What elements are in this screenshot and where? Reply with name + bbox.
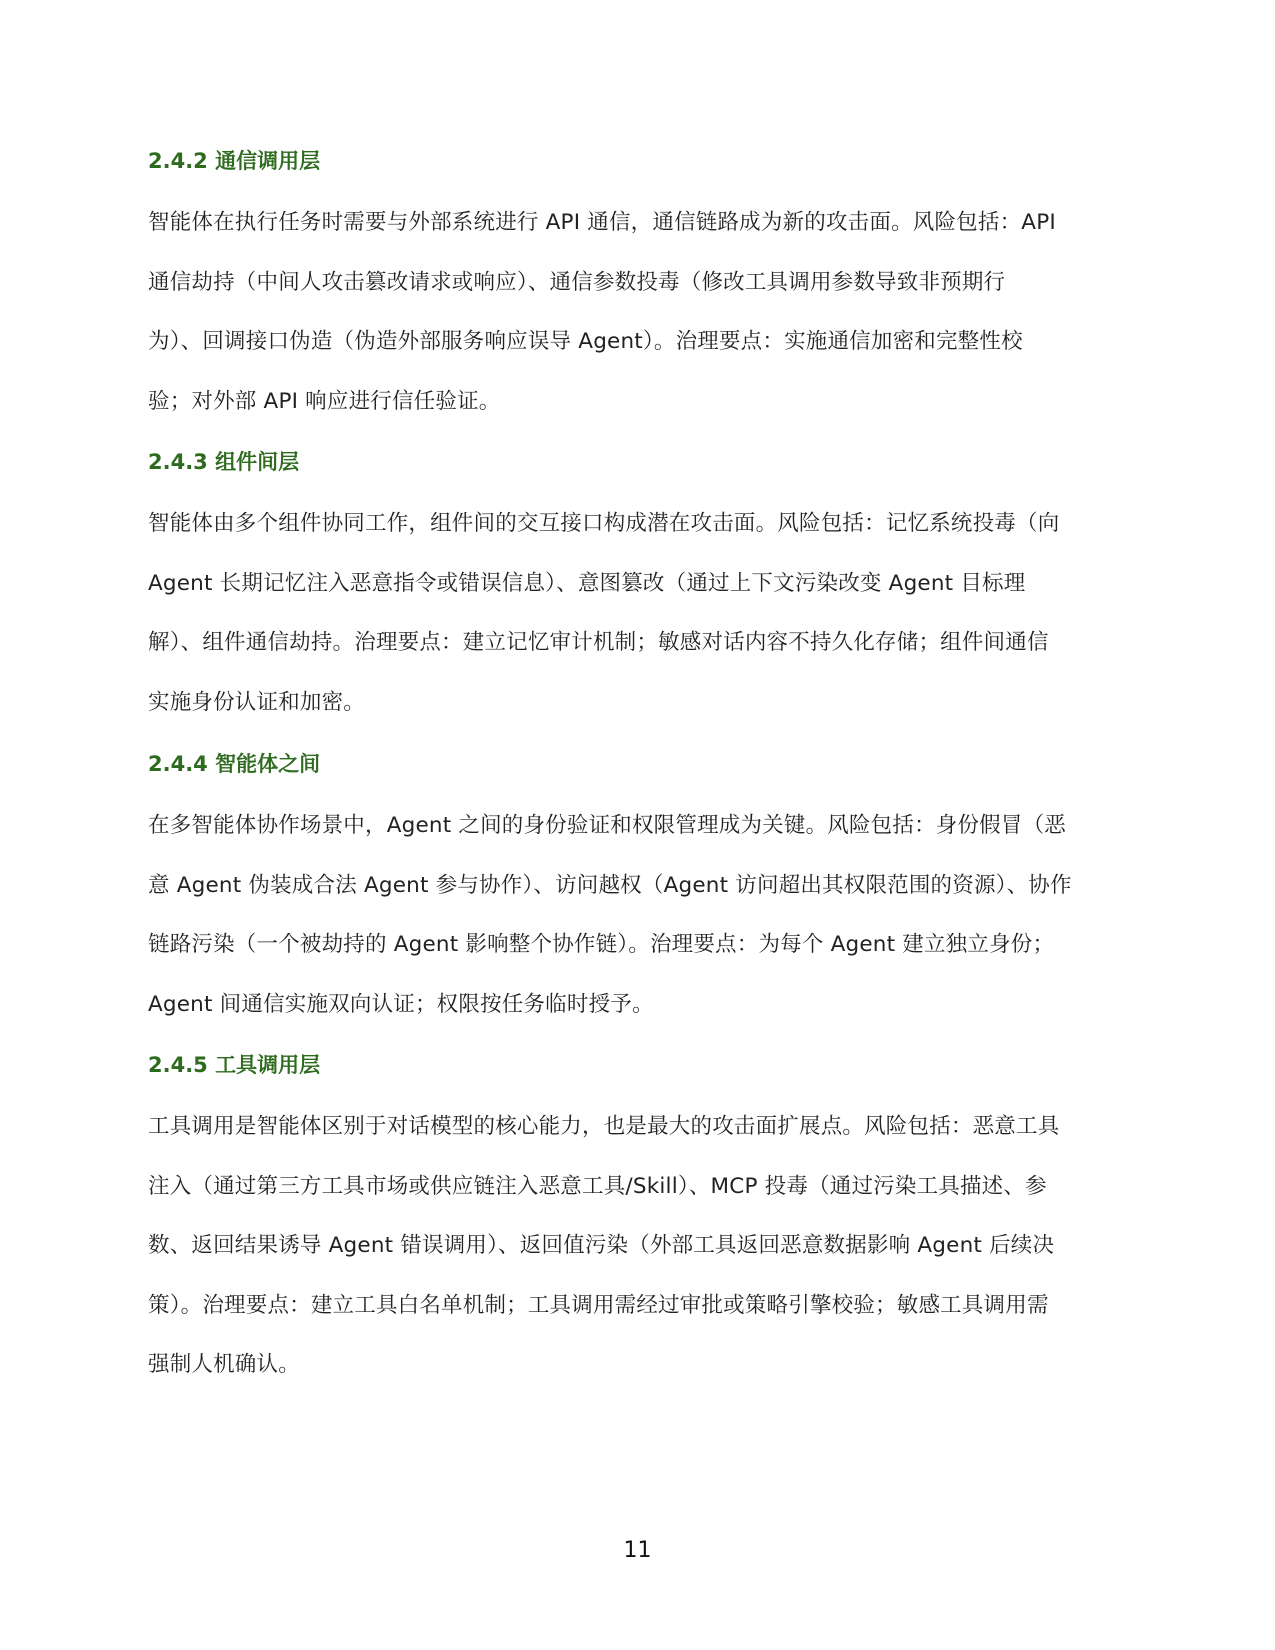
paragraph-line: 智能体在执行任务时需要与外部系统进行 API 通信，通信链路成为新的攻击面。风险包括：API xyxy=(148,210,1056,235)
page-number: 11 xyxy=(623,1538,652,1563)
paragraph-line: 验；对外部 API 响应进行信任验证。 xyxy=(148,388,501,414)
paragraph-line: 通信劫持（中间人攻击篡改请求或响应）、通信参数投毒（修改工具调用参数导致非预期行 xyxy=(148,269,1006,295)
paragraph-line: 数、返回结果诱导 Agent 错误调用）、返回值污染（外部工具返回恶意数据影响 Agent 后续决 xyxy=(148,1233,1055,1258)
paragraph-line: 注入（通过第三方工具市场或供应链注入恶意工具/Skill）、MCP 投毒（通过污染工具描述、参 xyxy=(148,1173,1047,1199)
section-heading: 2.4.5 工具调用层 xyxy=(148,1053,321,1077)
paragraph-line: 智能体由多个组件协同工作，组件间的交互接口构成潜在攻击面。风险包括：记忆系统投毒（向 xyxy=(148,511,1060,536)
section-paragraph xyxy=(148,494,1128,732)
paragraph-line: 意 Agent 伪装成合法 Agent 参与协作）、访问越权（Agent 访问超出其权限范围的资源）、协作 xyxy=(148,872,1072,898)
section-paragraph xyxy=(148,193,1128,431)
paragraph-line: 在多智能体协作场景中，Agent 之间的身份验证和权限管理成为关键。风险包括：身份假冒（恶 xyxy=(148,813,1066,838)
section-paragraph xyxy=(148,1097,1128,1395)
paragraph-line: 链路污染（一个被劫持的 Agent 影响整个协作链）。治理要点：为每个 Agent 建立独立身份； xyxy=(148,932,1055,957)
paragraph-line: Agent 间通信实施双向认证；权限按任务临时授予。 xyxy=(148,991,654,1017)
paragraph-line: 强制人机确认。 xyxy=(148,1352,300,1377)
paragraph-line: Agent 长期记忆注入恶意指令或错误信息）、意图篡改（通过上下文污染改变 Agent 目标理 xyxy=(148,570,1026,596)
paragraph-line: 工具调用是智能体区别于对话模型的核心能力，也是最大的攻击面扩展点。风险包括：恶意工具 xyxy=(148,1114,1060,1139)
section-heading: 2.4.2 通信调用层 xyxy=(148,149,321,173)
paragraph-line: 实施身份认证和加密。 xyxy=(148,689,366,715)
paragraph-line: 策）。治理要点：建立工具白名单机制；工具调用需经过审批或策略引擎校验；敏感工具调用需 xyxy=(148,1292,1049,1318)
section-heading: 2.4.4 智能体之间 xyxy=(148,752,321,776)
section-heading: 2.4.3 组件间层 xyxy=(148,450,300,474)
section-paragraph xyxy=(148,796,1128,1034)
paragraph-line: 为）、回调接口伪造（伪造外部服务响应误导 Agent）。治理要点：实施通信加密和完整性校 xyxy=(148,329,1023,354)
paragraph-line: 解）、组件通信劫持。治理要点：建立记忆审计机制；敏感对话内容不持久化存储；组件间通信 xyxy=(148,630,1049,655)
